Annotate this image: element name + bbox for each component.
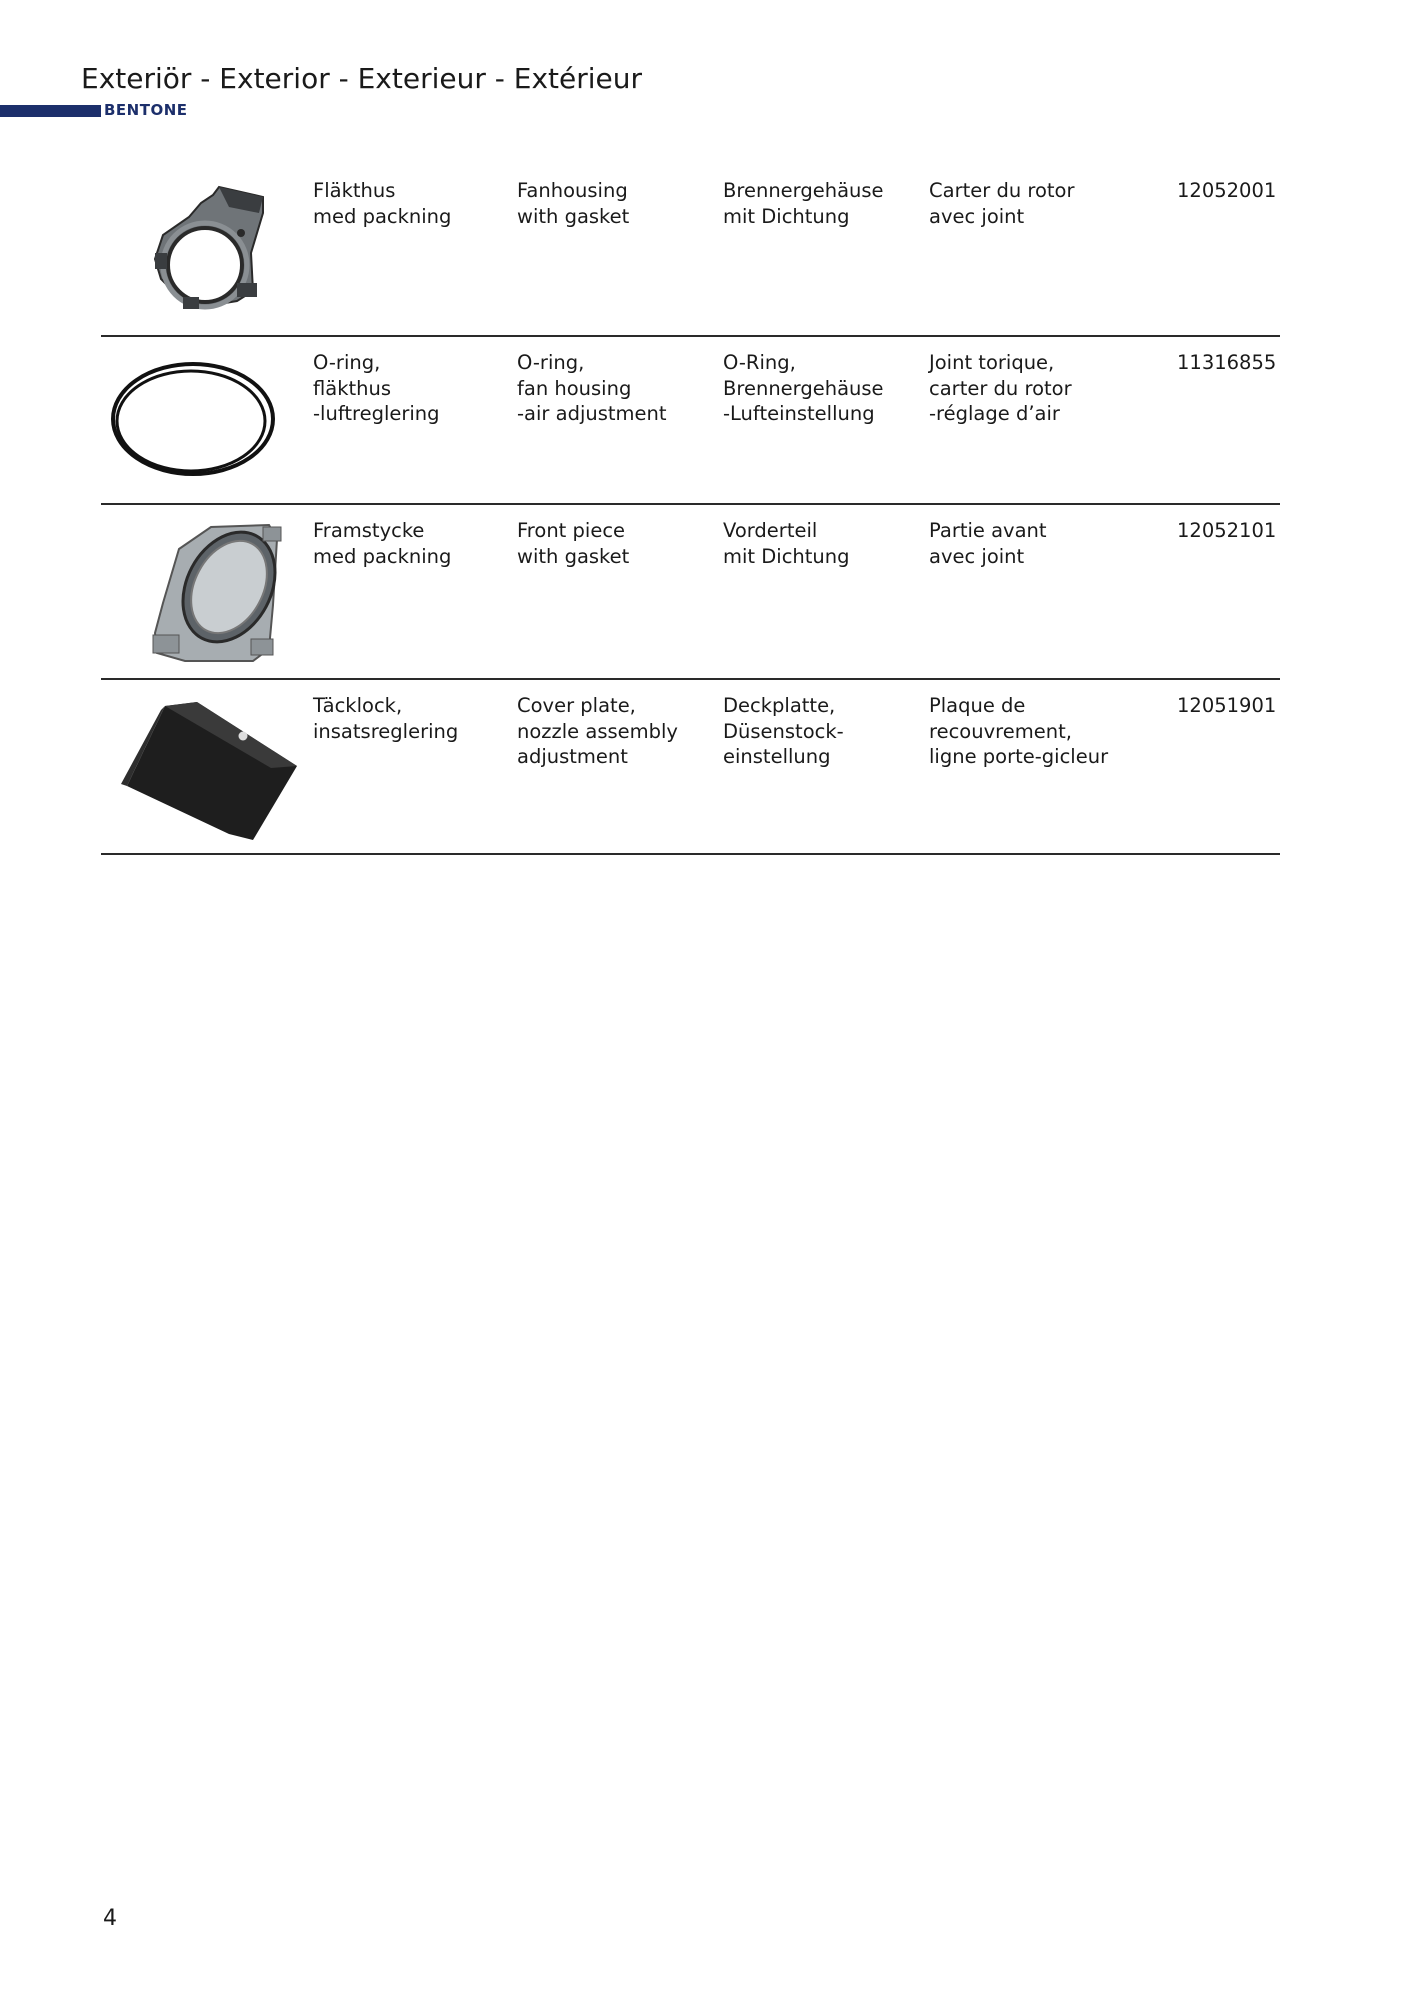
brand-logo: BENTONE — [104, 101, 188, 119]
name-german: O-Ring, Brennergehäuse -Lufteinstellung — [723, 351, 884, 425]
name-french: Carter du rotor avec joint — [929, 179, 1075, 228]
name-french: Joint torique, carter du rotor -réglage d’air — [929, 351, 1072, 425]
parts-table — [101, 165, 1280, 855]
name-german: Brennergehäuse mit Dichtung — [723, 179, 884, 228]
cover-plate-photo — [101, 688, 301, 852]
brand-bar — [0, 105, 101, 117]
name-english: O-ring, fan housing -air adjustment — [517, 351, 667, 425]
name-french: Plaque de recouvrement, ligne porte-gicleur — [929, 694, 1109, 768]
name-english: Fanhousing with gasket — [517, 179, 630, 228]
part-number: 12052101 — [1177, 519, 1277, 542]
name-swedish: O-ring, fläkthus -luftreglering — [313, 351, 440, 425]
name-swedish: Täcklock, insatsreglering — [313, 694, 459, 743]
name-english: Front piece with gasket — [517, 519, 630, 568]
part-row — [101, 505, 1280, 680]
name-german: Vorderteil mit Dichtung — [723, 519, 850, 568]
fan-housing-photo — [101, 173, 301, 327]
page-number: 4 — [103, 1906, 117, 1931]
name-swedish: Fläkthus med packning — [313, 179, 452, 228]
part-row — [101, 337, 1280, 505]
name-german: Deckplatte, Düsenstock- einstellung — [723, 694, 844, 768]
part-number: 12051901 — [1177, 694, 1277, 717]
part-row — [101, 165, 1280, 337]
front-piece-photo — [101, 513, 301, 677]
name-swedish: Framstycke med packning — [313, 519, 452, 568]
part-number: 12052001 — [1177, 179, 1277, 202]
page-title: Exteriör - Exterior - Exterieur - Extérieur — [81, 62, 642, 95]
part-row — [101, 680, 1280, 855]
name-french: Partie avant avec joint — [929, 519, 1047, 568]
part-number: 11316855 — [1177, 351, 1277, 374]
o-ring-photo — [101, 345, 301, 499]
name-english: Cover plate, nozzle assembly adjustment — [517, 694, 678, 768]
